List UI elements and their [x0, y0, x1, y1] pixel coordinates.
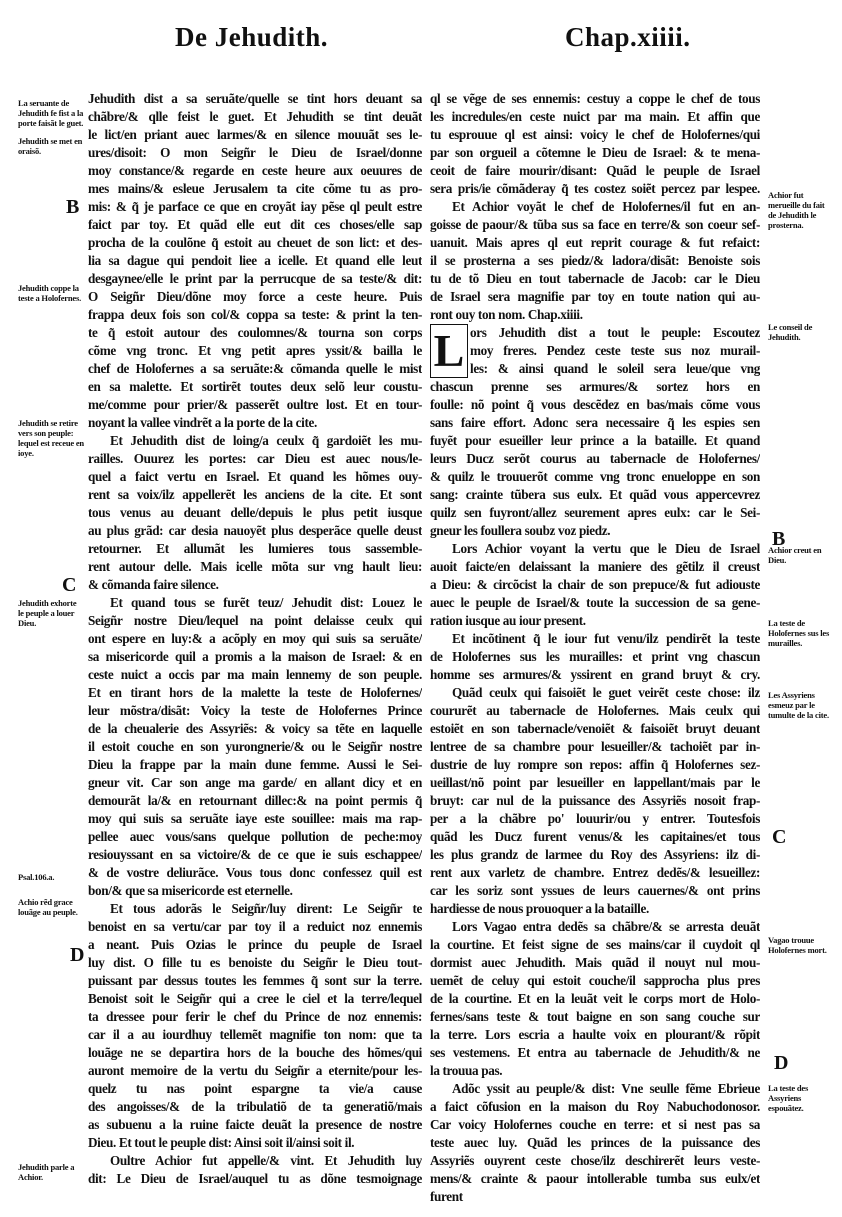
text-line: la terre. Lors escria a haulte voix en plourant/& rõpit [430, 1027, 760, 1042]
text-line: dit: Le Dieu de Israel/auquel tu as dõne tesmoignage [88, 1171, 422, 1186]
text-line: hardiesse de nous prouoquer a la bataille. [430, 901, 649, 916]
margin-note: Psal.106.a. [18, 872, 55, 882]
text-line: desgaynee/elle le print par la perrucque de sa teste/& dit: [88, 271, 422, 286]
text-line: a Dieu: & circõcist la chair de son prepuce/& fut adiouste [430, 577, 760, 592]
text-line: Assyriẽs ouyrent ceste chose/ilz deschirerẽt leurs veste- [430, 1153, 760, 1168]
text-line: uemẽt de celuy qui estoit couche/il sapprocha plus pres [430, 973, 760, 988]
section-letter: B [772, 528, 786, 550]
text-line: te q̃ estoit autour des coulomnes/& tourna son corps [88, 325, 422, 340]
section-letter: C [62, 574, 77, 596]
text-line: sang: crainte tũbera sus eulx. Et quãd vous appercevrez [430, 487, 760, 502]
text-line: ueillast/nõ point par lesueiller en lappellant/mais par le [430, 775, 760, 790]
text-line: Quãd ceulx qui faisoiẽt le guet veirẽt ceste chose: ilz [452, 685, 760, 700]
text-line: de Israel sera magnifie par toy en toute nation qui au- [430, 289, 760, 304]
text-line: auec le peuple de Israel/& toute la succession de sa gene- [430, 595, 760, 610]
margin-note: Vagao trouue Holofernes mort. [768, 935, 827, 955]
text-line: as subuenu a la ruine faicte deuãt la presence de nostre [88, 1117, 422, 1132]
text-line: railles. Ouurez les portes: car Dieu est auec nous/le- [88, 451, 422, 466]
text-line: chascun prenne ses armures/& sortez hors en [430, 379, 760, 394]
text-line: tous venus au deuant delle/depuis le plus petit iusque [88, 505, 422, 520]
text-line: moy freres. Pendez ceste teste sus noz murail- [470, 343, 760, 358]
text-line: Et tous adorãs le Seigñr/luy dirent: Le Seigñr te [110, 901, 422, 916]
text-line: foulle: nõ point q̃ vous descẽdez en bas/mais cõme vous [430, 397, 760, 412]
text-line: Et en tirant hors de la malette la teste de Holofernes/ [88, 685, 422, 700]
text-line: puissant par dessus toutes les femmes q̃ sont sur la terre. [88, 973, 422, 988]
text-line: uanuit. Mais apres ql eut reprit courage & fut refaict: [430, 235, 760, 250]
text-line: Benoist soit le Seigñr qui a cree le ciel et la terre/lequel [88, 991, 422, 1006]
margin-note: La teste de Holofernes sus les murailles. [768, 618, 830, 648]
text-line: chef de Holofernes a sa seruãte:& cõmanda quelle le mist [88, 361, 422, 376]
text-line: en sa malette. Et sortirẽt toutes deux selõ leur coustu- [88, 379, 422, 394]
text-line: chãbre/& qlle feist le guet. Et Jehudith se tint deuãt [88, 109, 422, 124]
text-line: procha de la coulõne q̃ estoit au cheuet de son lict: et des- [88, 235, 422, 250]
text-line: quel a faict vertu en Israel. Et quand les hõmes ouy- [88, 469, 422, 484]
text-line: de la cheualerie des Assyriẽs: & voicy sa tẽte en laquelle [88, 721, 422, 736]
text-line: Dieu. Et tout le peuple dist: Ainsi soit il/ainsi soit il. [88, 1135, 355, 1150]
text-line: coururẽt au tabernacle de Holofernes. Mais ceulx qui [430, 703, 760, 718]
margin-note: Achior fut merueille du fait de Jehudith le prosterna. [768, 190, 825, 230]
text-line: frappa deux fois son col/& coppa sa teste: & print la ten- [88, 307, 422, 322]
right-text-column [430, 90, 760, 1206]
text-line: ceste nuict a occis par ma main lennemy de son peuple. [88, 667, 422, 682]
section-letter: C [772, 826, 787, 848]
drop-cap-initial: L [430, 324, 468, 378]
text-line: ures/disoit: O mon Seigñr le Dieu de Israel/donne [88, 145, 422, 160]
text-line: faict par toy. Et quãd elle eut dit ces choses/elle sap [88, 217, 422, 232]
text-line: ration iusque au iour present. [430, 613, 586, 628]
text-line: louãge ne se departira hors de la bouche des hõmes/qui [88, 1045, 422, 1060]
text-line: Jehudith dist a sa seruãte/quelle se tint hors deuant sa [88, 91, 422, 106]
text-line: dormist auec Jehudith. Mais quãd il nouyt nul mou- [430, 955, 760, 970]
text-line: ses vestemens. Et entra au tabernacle de Jehudith/& ne [430, 1045, 760, 1060]
text-line: & de vostre deliurãce. Vous tous donc confessez quil est [88, 865, 422, 880]
margin-note: Les Assyriens esmeuz par le tumulte de la cite. [768, 690, 829, 720]
text-line: homme ses armures/& yssirent en grand bruyt & cry. [430, 667, 760, 682]
text-line: benoist en sa vertu/car par toy il a reduict noz ennemis [88, 919, 422, 934]
text-line: luy dist. O fille tu es benoiste du Seigñr le Dieu tout- [88, 955, 422, 970]
text-line: par son orgueil a cõtemne le Dieu de Israel: & te mena- [430, 145, 760, 160]
text-line: ont espere en luy:& a acõply en moy qui suis sa seruãte/ [88, 631, 422, 646]
text-line: mis: & q̃ je parface ce que en croyãt iay pẽse ql peult estre [88, 199, 422, 214]
text-line: il estoit couche en son yurongnerie/& ou le Seigñr nostre [88, 739, 422, 754]
text-line: car les soriz sont yssues de leurs cauernes/& ont prins [430, 883, 760, 898]
text-line: ors Jehudith dist a tout le peuple: Escoutez [470, 325, 760, 340]
text-line: gneur vit. Car son ange ma garde/ en allant dicy et en [88, 775, 422, 790]
text-line: per a la chãbre po' louurir/ou y entrer. Toutesfois [430, 811, 760, 826]
text-line: la courtine. Et feist signe de ses mains/car il cuydoit ql [430, 937, 760, 952]
text-line: gneur les foullera soubz voz piedz. [430, 523, 611, 538]
text-line: ql se vẽge de ses ennemis: cestuy a coppe le chef de tous [430, 91, 760, 106]
text-line: Et incõtinent q̃ le iour fut venu/ilz pendirẽt la teste [452, 631, 760, 646]
text-line: cõme vng tronc. Et vng petit apres yssit/& bailla le [88, 343, 422, 358]
margin-note: La seruante de Jehudith fe fist a la porte faisãt le guet. [18, 98, 84, 128]
text-line: tu de tõ Dieu en tout tabernacle de Jacob: car le Dieu [430, 271, 760, 286]
text-line: rent aux varletz de chambre. Entrez dedẽs/& lesueillez: [430, 865, 760, 880]
text-line: les incredules/en ceste nuict par ma main. Et affin que [430, 109, 760, 124]
text-line: mens/& crainte & paour intollerable tumba sus eulx/et [430, 1171, 760, 1186]
text-line: fuyẽt pour esueiller leur prince a la bataille. Et quand [430, 433, 760, 448]
text-line: a neant. Puis Ozias le prince du peuple de Israel [88, 937, 422, 952]
margin-note: Jehudith parle a Achior. [18, 1162, 75, 1182]
text-line: mes mains/& esleue Jerusalem ta cite cõme tu as pro- [88, 181, 422, 196]
text-line: rent sa voix/ilz appellerẽt les anciens de la cite. Et sont [88, 487, 422, 502]
text-line: resiouyssant en sa victoire/& de ce que ie suis eschappee/ [88, 847, 422, 862]
margin-note: Jehudith exhorte le peuple a louer Dieu. [18, 598, 77, 628]
text-line: leurs Ducz serõt courus au tabernacle de Holofernes/ [430, 451, 760, 466]
text-line: & cõmanda faire silence. [88, 577, 219, 592]
text-line: Lors Achior voyant la vertu que le Dieu de Israel [452, 541, 760, 556]
section-letter: B [66, 196, 80, 218]
text-line: furent [430, 1189, 463, 1204]
text-line: tu esprouue ql est ainsi: voicy le chef de Holofernes/qui [430, 127, 760, 142]
text-line: les: & ainsi quand le soleil sera leue/que vng [470, 361, 760, 376]
section-letter: D [70, 944, 85, 966]
margin-note: Jehudith coppe la teste a Holofernes. [18, 283, 81, 303]
text-line: les plus grandz de larmee du Roy des Assyriens: ilz di- [430, 847, 760, 862]
margin-note: Achio rẽd grace louãge au peuple. [18, 897, 78, 917]
text-line: de la courtine. Et en la leuãt veit le corps mort de Holo- [430, 991, 760, 1006]
text-line: a faict cõfusion en la maison du Roy Nabuchodonosor. [430, 1099, 760, 1114]
text-line: car il a au iourdhuy tellemẽt magnifie ton nom: que ta [88, 1027, 422, 1042]
text-line: il se prosterna a ses piedz/& ladora/disãt: Benoiste sois [430, 253, 760, 268]
text-line: sera pris/ie cõmãderay q̃ tes costez soiẽt percez par lespee. [430, 181, 760, 196]
text-line: quãd les Ducz furent venus/& les capitaines/et tous [430, 829, 760, 844]
text-line: sa misericorde quil a promis a la maison de Israel: & en [88, 649, 422, 664]
margin-note: Jehudith se met en oraisõ. [18, 136, 83, 156]
text-line: rent autour delle. Mais icelle mõta sur vng hault lieu: [88, 559, 422, 574]
text-line: la trouua pas. [430, 1063, 503, 1078]
text-line: demourãt la/& en retournant dillec:& na point permis q̃ [88, 793, 422, 808]
text-line: des angoisses/& de la tribulatiõ de ta generatiõ/mais [88, 1099, 422, 1114]
text-line: Dieu la frappe par la main dune femme. Aussi le Sei- [88, 757, 422, 772]
margin-note: Le conseil de Jehudith. [768, 322, 813, 342]
text-line: ta dressee pour ferir le chef du Prince de noz ennemis: [88, 1009, 422, 1024]
text-line: de Holofernes sus les murailles: et print vng chascun [430, 649, 760, 664]
text-line: retourner. Et allumãt les lumieres tous sassemble- [88, 541, 422, 556]
text-line: leur mõstra/disãt: Voicy la teste de Holofernes Prince [88, 703, 422, 718]
text-line: Et quand tous se furẽt teuz/ Jehudit dist: Louez le [110, 595, 422, 610]
running-head-right: Chap.xiiii. [565, 22, 691, 52]
text-line: au plus grãd: car desia nauoyẽt plus desperãce quelle deust [88, 523, 422, 538]
section-letter: D [774, 1052, 789, 1074]
text-line: noyant la vallee vindrẽt a la porte de la cite. [88, 415, 317, 430]
running-head-left: De Jehudith. [175, 22, 329, 52]
text-line: me/comme pour prier/& passerẽt oultre lost. Et en tour- [88, 397, 422, 412]
text-line: ceoit de faire mourir/disant: Quãd le peuple de Israel [430, 163, 760, 178]
margin-note: Achior creut en Dieu. [768, 545, 822, 565]
text-line: Oultre Achior fut appelle/& vint. Et Jehudith luy [110, 1153, 422, 1168]
text-line: Car voicy Holofernes couche en terre: et si nest pas sa [430, 1117, 760, 1132]
text-line: moy constance/& regarde en ceste heure aux oeuures de [88, 163, 422, 178]
text-line: quilz sen fuyront/allez seurement apres eulx: car le Sei- [430, 505, 760, 520]
text-line: dustrie de luy rompre son repos: affin q̃ Holofernes sez- [430, 757, 760, 772]
text-line: Lors Vagao entra dedẽs sa chãbre/& se arresta deuãt [452, 919, 760, 934]
text-line: goisse de paour/& tũba sus sa face en terre/& son coeur sef- [430, 217, 760, 232]
text-line: moy qui suis sa seruãte iaye este souillee: mais ma rap- [88, 811, 422, 826]
text-line: quelz tu nas point espargne ta vie/a cause [88, 1081, 422, 1096]
text-line: Adõc yssit au peuple/& dist: Vne seulle fẽme Ebrieue [452, 1081, 760, 1096]
text-line: & quilz le trouuerõt comme vng tronc enueloppe en son [430, 469, 760, 484]
text-line: Et Achior voyãt le chef de Holofernes/il fut en an- [452, 199, 760, 214]
text-line: sans faire effort. Adonc sera necessaire q̃ les espies sen [430, 415, 760, 430]
text-line: ront ouy ton nom. Chap.xiiii. [430, 307, 583, 322]
text-line: auoit faicte/en delaissant la maniere des gẽtilz il creust [430, 559, 760, 574]
text-line: lentree de sa chambre pour lesueiller/& tachoiẽt par in- [430, 739, 760, 754]
margin-note: La teste des Assyriens espouãtez. [768, 1083, 809, 1113]
text-line: O Seigñr Dieu/dõne moy force a ceste heure. Puis [88, 289, 422, 304]
text-line: le lict/en priant auec larmes/& en silence mouuãt ses le- [88, 127, 422, 142]
text-line: estoiẽt en son tabernacle/venoiẽt & faisoiẽt bruyt deuant [430, 721, 760, 736]
text-line: bon/& que sa misericorde est eternelle. [88, 883, 293, 898]
text-line: lia sa dague qui pendoit liee a icelle. Et quand elle leut [88, 253, 422, 268]
left-text-column [88, 90, 422, 1188]
margin-note: Jehudith se retire vers son peuple: lequel est receue en ioye. [18, 418, 84, 458]
text-line: Et Jehudith dist de loing/a ceulx q̃ gardoiẽt les mu- [110, 433, 422, 448]
text-line: Seigñr nostre Dieu/lequel na point delaisse ceulx qui [88, 613, 422, 628]
text-line: pellee auec vous/sans quelque pollution de peche:moy [88, 829, 422, 844]
text-line: fernes/sans teste & tout baigne en son sang couche sur [430, 1009, 760, 1024]
text-line: teste auec luy. Quãd les princes de la puissance des [430, 1135, 760, 1150]
text-line: bruyt: car nul de la puissance des Assyriẽs nosoit frap- [430, 793, 760, 808]
text-line: auront memoire de la vertu du Seigñr a eternite/pour les- [88, 1063, 422, 1078]
